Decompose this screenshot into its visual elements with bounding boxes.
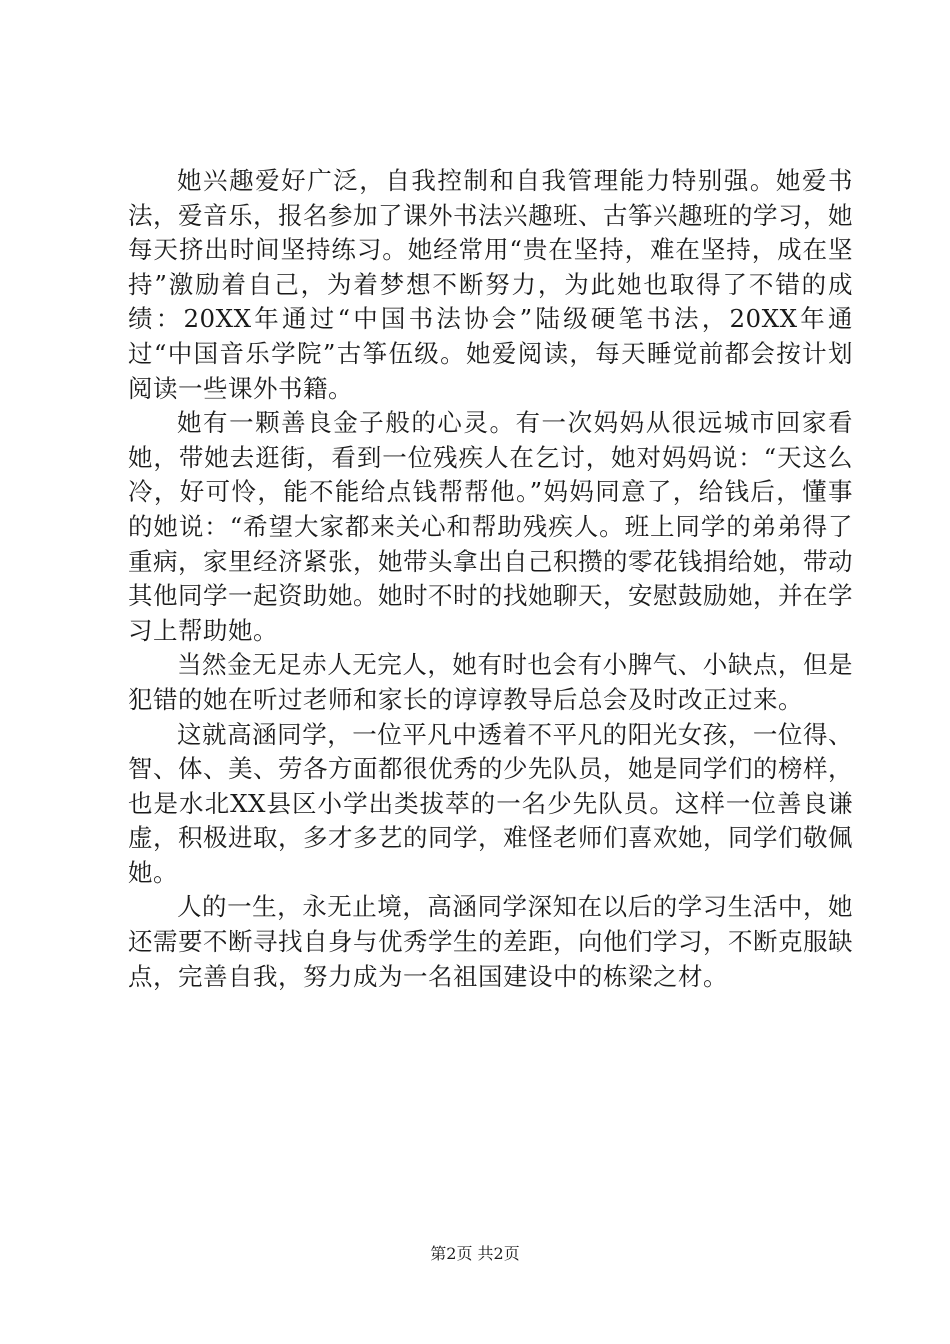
paragraph-flaws: 当然金无足赤人无完人，她有时也会有小脾气、小缺点，但是犯错的她在听过老师和家长的谆谆教导后总会及时改正过来。 <box>128 650 853 714</box>
document-body <box>128 164 853 994</box>
paragraph-hobbies: 她兴趣爱好广泛，自我控制和自我管理能力特别强。她爱书法，爱音乐，报名参加了课外书法兴趣班、古筝兴趣班的学习，她每天挤出时间坚持练习。她经常用“贵在坚持，难在坚持，成在坚持”激励着自己，为着梦想不断努力，为此她也取得了不错的成绩：20XX年通过“中国书法协会”陆级硬笔书法，20XX年通过“中国音乐学院”古筝伍级。她爱阅读，每天睡觉前都会按计划阅读一些课外书籍。 <box>128 166 853 403</box>
paragraph-kindness: 她有一颗善良金子般的心灵。有一次妈妈从很远城市回家看她，带她去逛街，看到一位残疾人在乞讨，她对妈妈说：“天这么冷，好可怜，能不能给点钱帮帮他。”妈妈同意了，给钱后，懂事的她说：“希望大家都来关心和帮助残疾人。班上同学的弟弟得了重病，家里经济紧张，她带头拿出自己积攒的零花钱捐给她，带动其他同学一起资助她。她时不时的找她聊天，安慰鼓励她，并在学习上帮助她。 <box>128 408 853 645</box>
paragraph-conclusion: 人的一生，永无止境，高涵同学深知在以后的学习生活中，她还需要不断寻找自身与优秀学生的差距，向他们学习，不断克服缺点，完善自我，努力成为一名祖国建设中的栋梁之材。 <box>128 892 853 991</box>
paragraph-role-model: 这就高涵同学，一位平凡中透着不平凡的阳光女孩，一位得、智、体、美、劳各方面都很优秀的少先队员，她是同学们的榜样，也是水北XX县区小学出类拔萃的一名少先队员。这样一位善良谦虚，积极进取，多才多艺的同学，难怪老师们喜欢她，同学们敬佩她。 <box>128 719 853 887</box>
page-footer: 第2页 共2页 <box>430 1244 520 1263</box>
